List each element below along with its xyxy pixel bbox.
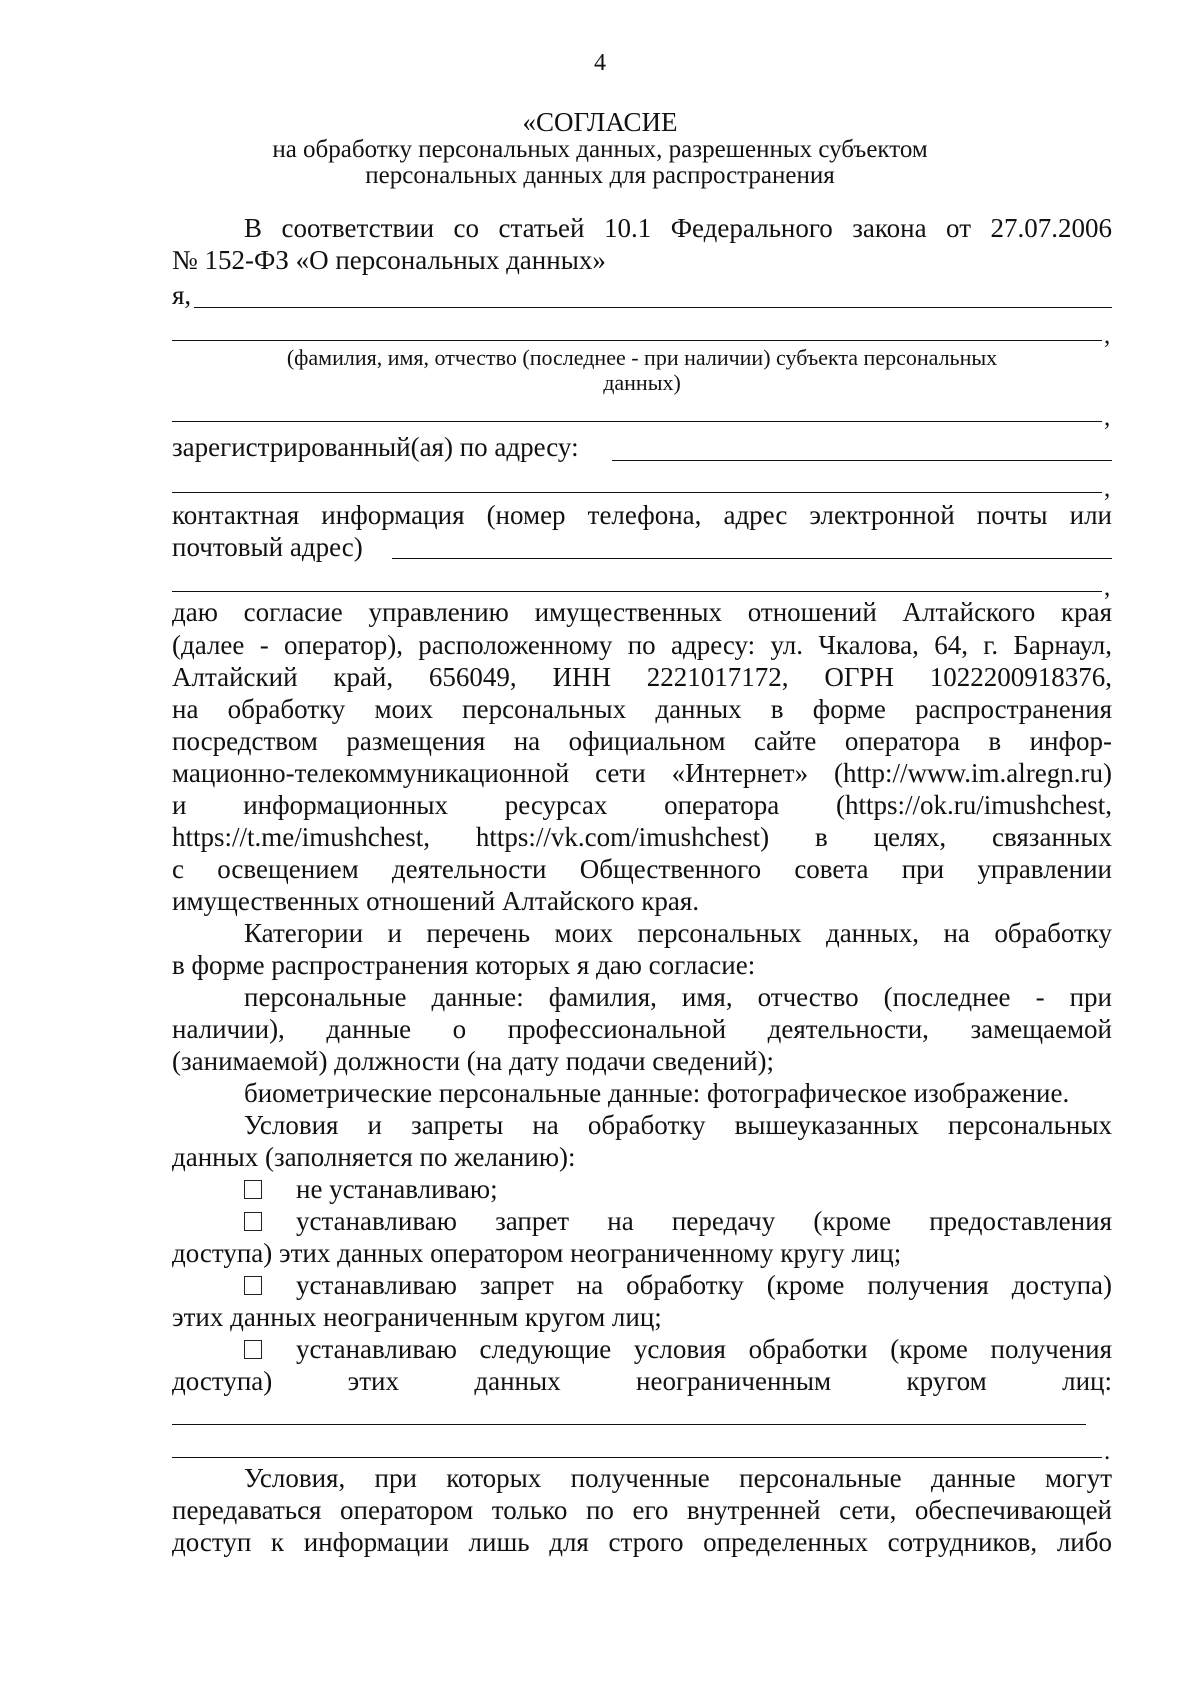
fio-comma: , <box>1104 322 1111 349</box>
custom-conditions-field-line-1[interactable] <box>172 1424 1086 1425</box>
option-label: устанавливаю запрет на обработку (кроме получения доступа) <box>296 1270 1112 1300</box>
checkbox[interactable] <box>244 1180 262 1199</box>
fio-caption-line-2: данных) <box>603 370 681 395</box>
address-field-line-2[interactable] <box>172 492 1102 493</box>
intro-line-1: В соответствии со статьей 10.1 Федерального закона от 27.07.2006 <box>244 213 1112 243</box>
option-transfer-ban[interactable] <box>172 1206 1112 1236</box>
consent-line: https://t.me/imushchest, https://vk.com/imushchest) в целях, связанных <box>172 822 1112 852</box>
option-label: устанавливаю следующие условия обработки (кроме получения <box>296 1334 1112 1364</box>
document-subtitle-line-2: персональных данных для распространения <box>365 162 835 189</box>
conditions-line: Условия и запреты на обработку вышеуказанных персональных <box>244 1110 1112 1140</box>
ya-label: я, <box>172 280 192 310</box>
consent-line: с освещением деятельности Общественного совета при управлении <box>172 854 1112 884</box>
contact-field-line-1[interactable] <box>392 558 1112 559</box>
consent-line: и информационных ресурсах оператора (https://ok.ru/imushchest, <box>172 790 1112 820</box>
consent-line: имущественных отношений Алтайского края. <box>172 886 700 916</box>
consent-line: даю согласие управлению имущественных отношений Алтайского края <box>172 597 1112 627</box>
consent-line: посредством размещения на официальном сайте оператора в инфор- <box>172 726 1112 756</box>
personal-data-line: (занимаемой) должности (на дату подачи сведений); <box>172 1046 775 1076</box>
address-comma: , <box>1104 475 1111 502</box>
personal-data-line: персональные данные: фамилия, имя, отчество (последнее - при <box>244 982 1112 1012</box>
checkbox[interactable] <box>244 1340 262 1359</box>
document-title: «СОГЛАСИЕ <box>522 107 678 137</box>
option-no-restrictions[interactable] <box>172 1174 1112 1204</box>
final-line: передаваться оператором только по его внутренней сети, обеспечивающей <box>172 1495 1112 1525</box>
conditions-line: данных (заполняется по желанию): <box>172 1142 576 1172</box>
custom-conditions-period: . <box>1104 1438 1111 1465</box>
contact-comma: , <box>1104 574 1111 601</box>
option-label: устанавливаю запрет на передачу (кроме предоставления <box>296 1206 1112 1236</box>
checkbox[interactable] <box>244 1276 262 1295</box>
fio-field-line-2[interactable] <box>172 340 1102 341</box>
final-line: доступ к информации лишь для строго определенных сотрудников, либо <box>172 1527 1112 1557</box>
categories-line: Категории и перечень моих персональных данных, на обработку <box>244 918 1112 948</box>
option-label-cont: доступа) этих данных неограниченным кругом лиц: <box>172 1366 1112 1396</box>
option-label-cont: этих данных неограниченным кругом лиц; <box>172 1302 662 1332</box>
fio-comma-2: , <box>1104 404 1111 431</box>
option-custom-conditions[interactable] <box>172 1334 1112 1364</box>
option-processing-ban[interactable] <box>172 1270 1112 1300</box>
personal-data-line: наличии), данные о профессиональной деятельности, замещаемой <box>172 1014 1112 1044</box>
address-label: зарегистрированный(ая) по адресу: <box>172 432 579 462</box>
consent-line: на обработку моих персональных данных в форме распространения <box>172 694 1112 724</box>
document-subtitle-line-1: на обработку персональных данных, разрешенных субъектом <box>272 136 928 163</box>
intro-line-2: № 152-ФЗ «О персональных данных» <box>172 245 606 275</box>
option-label-cont: доступа) этих данных оператором неограниченному кругу лиц; <box>172 1238 902 1268</box>
contact-label-line-1: контактная информация (номер телефона, адрес электронной почты или <box>172 500 1112 530</box>
consent-line: мационно-телекоммуникационной сети «Интернет» (http://www.im.alregn.ru) <box>172 758 1112 788</box>
address-field-line-1[interactable] <box>612 460 1112 461</box>
consent-line: (далее - оператор), расположенному по адресу: ул. Чкалова, 64, г. Барнаул, <box>172 630 1112 660</box>
final-line: Условия, при которых полученные персональные данные могут <box>244 1463 1112 1493</box>
fio-field-line-1[interactable] <box>194 307 1112 308</box>
fio-field-line-3[interactable] <box>172 421 1102 422</box>
consent-line: Алтайский край, 656049, ИНН 2221017172, ОГРН 1022200918376, <box>172 662 1112 692</box>
contact-field-line-2[interactable] <box>172 591 1102 592</box>
fio-caption-line-1: (фамилия, имя, отчество (последнее - при наличии) субъекта персональных <box>286 345 998 370</box>
contact-label-line-2: почтовый адрес) <box>172 532 363 562</box>
option-label: не устанавливаю; <box>296 1174 498 1204</box>
biometric-line: биометрические персональные данные: фотографическое изображение. <box>244 1078 1070 1108</box>
custom-conditions-field-line-2[interactable] <box>172 1457 1102 1458</box>
checkbox[interactable] <box>244 1212 262 1231</box>
categories-line: в форме распространения которых я даю согласие: <box>172 950 756 980</box>
page-number: 4 <box>594 50 606 76</box>
